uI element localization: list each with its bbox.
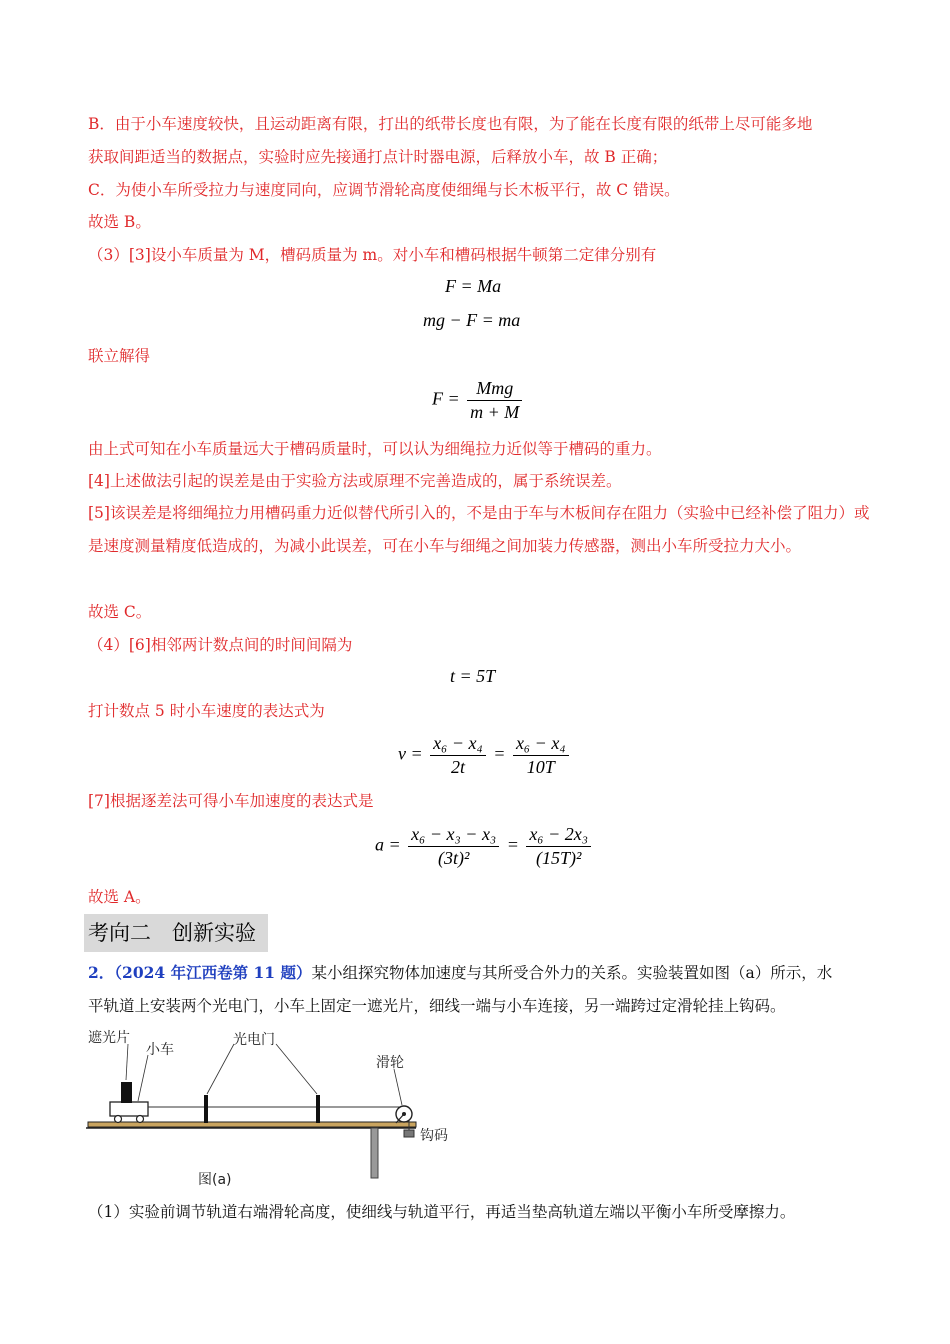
answer-choose-a: 故选 A。 <box>88 888 151 906</box>
leader-photogate-2 <box>276 1044 317 1094</box>
weight-block <box>404 1130 414 1137</box>
answer-line-b-1: B．由于小车速度较快，且运动距离有限，打出的纸带长度也有限，为了能在长度有限的纸带上尽可能多地 <box>88 115 813 133</box>
answer-line-c: C．为使小车所受拉力与速度同向，应调节滑轮高度使细绳与长木板平行，故 C 错误。 <box>88 181 680 199</box>
figure-caption: 图(a) <box>198 1172 232 1188</box>
eq6-denominator-2: (15T)² <box>535 848 582 868</box>
shutter-piece <box>121 1082 132 1103</box>
label-cart: 小车 <box>146 1042 174 1058</box>
eq5-equals: = <box>493 743 506 764</box>
velocity-intro: 打计数点 5 时小车速度的表达式为 <box>88 702 325 720</box>
note-5: [5]该误差是将细绳拉力用槽码重力近似替代所引入的，不是由于车与木板间存在阻力（实验中已经补偿了阻力）或是速度测量精度低造成的，为减小此误差，可在小车与细绳之间加装力传感器，测出小车所受拉力大小。 <box>88 504 870 555</box>
question2-text-1: 某小组探究物体加速度与其所受合外力的关系。实验装置如图（a）所示，水 <box>311 964 833 982</box>
cart-body <box>110 1102 148 1116</box>
eq6-denominator-1: (3t)² <box>437 848 470 868</box>
photogate-1 <box>204 1095 208 1123</box>
leader-shutter <box>126 1044 128 1080</box>
experiment-figure <box>86 1022 486 1194</box>
equation-f-ma: F = Ma <box>445 276 502 296</box>
answer-line-b-2: 获取间距适当的数据点，实验时应先接通打点计时器电源，后释放小车，故 B 正确； <box>88 148 668 166</box>
eq5-numerator-1: x₆ − x₄ <box>430 733 486 756</box>
eq5-denominator-1: 2t <box>450 757 465 777</box>
question2-line-1 <box>88 962 832 984</box>
eq5-lhs: v = <box>398 743 423 764</box>
track-board <box>88 1122 416 1127</box>
section-heading: 考向二 创新实验 <box>84 914 268 952</box>
eq6-fraction-1 <box>408 824 499 869</box>
eq6-lhs: a = <box>375 834 401 855</box>
eq6-equals: = <box>506 834 519 855</box>
question2-number: 2． <box>88 963 115 982</box>
equation-velocity <box>398 733 572 778</box>
question2-line-2: 平轨道上安装两个光电门，小车上固定一遮光片，细线一端与小车连接，另一端跨过定滑轮挂上钩码。 <box>88 997 786 1015</box>
label-weight: 钩码 <box>420 1128 448 1144</box>
photogate-2 <box>316 1095 320 1123</box>
part3-intro: （3）[3]设小车质量为 M，槽码质量为 m。对小车和槽码根据牛顿第二定律分别有 <box>88 246 657 264</box>
eq5-fraction-1 <box>430 733 486 778</box>
equation-t-5t: t = 5T <box>450 666 496 686</box>
joint-solve-label: 联立解得 <box>88 347 151 365</box>
eq6-numerator-2: x₆ − 2x₃ <box>526 824 591 847</box>
eq3-numerator: Mmg <box>467 378 522 401</box>
eq5-fraction-2 <box>513 733 569 778</box>
cart-wheel-right <box>137 1116 144 1123</box>
question2-source: （2024 年江西卷第 11 题） <box>114 963 312 982</box>
answer-choose-b: 故选 B。 <box>88 213 151 231</box>
leader-cart <box>138 1055 148 1101</box>
answer-choose-c: 故选 C。 <box>88 603 152 621</box>
question2-part1: （1）实验前调节轨道右端滑轮高度，使细线与轨道平行，再适当垫高轨道左端以平衡小车所受摩擦力。 <box>88 1203 796 1221</box>
eq6-fraction-2 <box>526 824 591 869</box>
leader-pulley <box>394 1069 402 1105</box>
label-shutter: 遮光片 <box>88 1030 130 1046</box>
cart-wheel-left <box>115 1116 122 1123</box>
eq3-denominator: m + M <box>470 402 520 422</box>
note-4: [4]上述做法引起的误差是由于实验方法或原理不完善造成的，属于系统误差。 <box>88 472 622 490</box>
eq6-numerator-1: x₆ − x₃ − x₃ <box>408 824 499 847</box>
eq3-fraction <box>467 378 522 423</box>
eq3-lhs: F = <box>432 388 460 409</box>
acceleration-intro: [7]根据逐差法可得小车加速度的表达式是 <box>88 792 374 810</box>
part4-intro: （4）[6]相邻两计数点间的时间间隔为 <box>88 636 353 654</box>
equation-mg-f-ma: mg − F = ma <box>423 310 521 330</box>
label-photogate: 光电门 <box>233 1032 275 1048</box>
eq5-numerator-2: x₆ − x₄ <box>513 733 569 756</box>
equation-acceleration <box>375 824 594 869</box>
label-pulley: 滑轮 <box>376 1055 404 1071</box>
leader-photogate-1 <box>207 1044 234 1094</box>
eq5-denominator-2: 10T <box>526 757 555 777</box>
equation-f-fraction <box>432 378 525 423</box>
conclusion-line: 由上式可知在小车质量远大于槽码质量时，可以认为细绳拉力近似等于槽码的重力。 <box>88 440 662 458</box>
table-leg <box>371 1128 378 1178</box>
